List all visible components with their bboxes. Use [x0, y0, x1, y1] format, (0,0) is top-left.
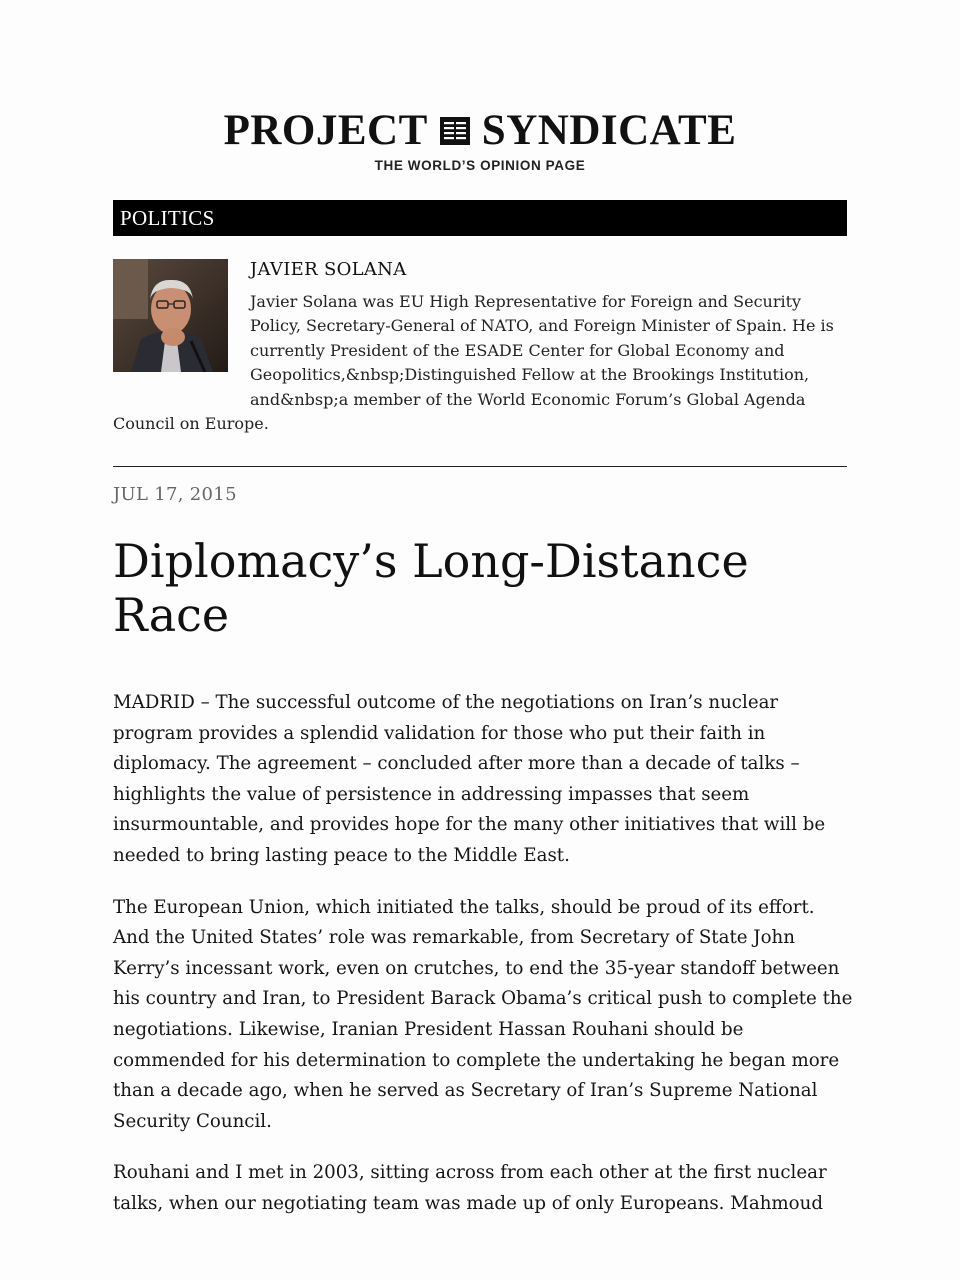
logo[interactable]	[0, 108, 960, 154]
paragraph: Rouhani and I met in 2003, sitting across from each other at the first nuclear talks, when our negotiating team was made up of only Europeans. Mahmoud	[113, 1162, 827, 1214]
section-label: POLITICS	[120, 206, 215, 230]
author-bio	[113, 290, 853, 436]
logo-word-syndicate: SYNDICATE	[481, 107, 737, 154]
publish-date: JUL 17, 2015	[113, 484, 237, 505]
masthead	[0, 108, 960, 173]
photo-spacer	[113, 290, 250, 400]
article-body	[113, 688, 853, 1241]
logo-word-project: PROJECT	[223, 107, 428, 154]
author-bio-text: Javier Solana was EU High Representative for Foreign and Security Policy, Secretary-General of NATO, and Foreign Minister of Spain. He is currently President of the ESADE Center for Global Economy and Geopolitics,&nbsp;Distinguished Fellow at the Brookings Institution, and&nbsp;a member of the World Economic Forum’s Global Agenda Council on Europe.	[113, 292, 834, 434]
author-name[interactable]: JAVIER SOLANA	[250, 259, 407, 280]
newspaper-mark-icon	[440, 116, 470, 146]
divider	[113, 466, 847, 467]
paragraph: MADRID – The successful outcome of the negotiations on Iran’s nuclear program provides a splendid validation for those who put their faith in diplomacy. The agreement – concluded after more than a decade of talks – highlights the value of persistence in addressing impasses that seem insurmountable, and provides hope for the many other initiatives that will be needed to bring lasting peace to the Middle East.	[113, 692, 826, 866]
section-bar[interactable]	[113, 200, 847, 236]
tagline: THE WORLD’S OPINION PAGE	[374, 158, 586, 173]
paragraph: The European Union, which initiated the talks, should be proud of its effort. And the United States’ role was remarkable, from Secretary of State John Kerry’s incessant work, even on crutches, to end the 35-year standoff between his country and Iran, to President Barack Obama’s critical push to complete the negotiations. Likewise, Iranian President Hassan Rouhani should be commended for his determination to complete the undertaking he began more than a decade ago, when he served as Secretary of Iran’s Supreme National Security Council.	[113, 896, 853, 1132]
article-title: Diplomacy’s Long-Distance Race	[113, 534, 749, 642]
